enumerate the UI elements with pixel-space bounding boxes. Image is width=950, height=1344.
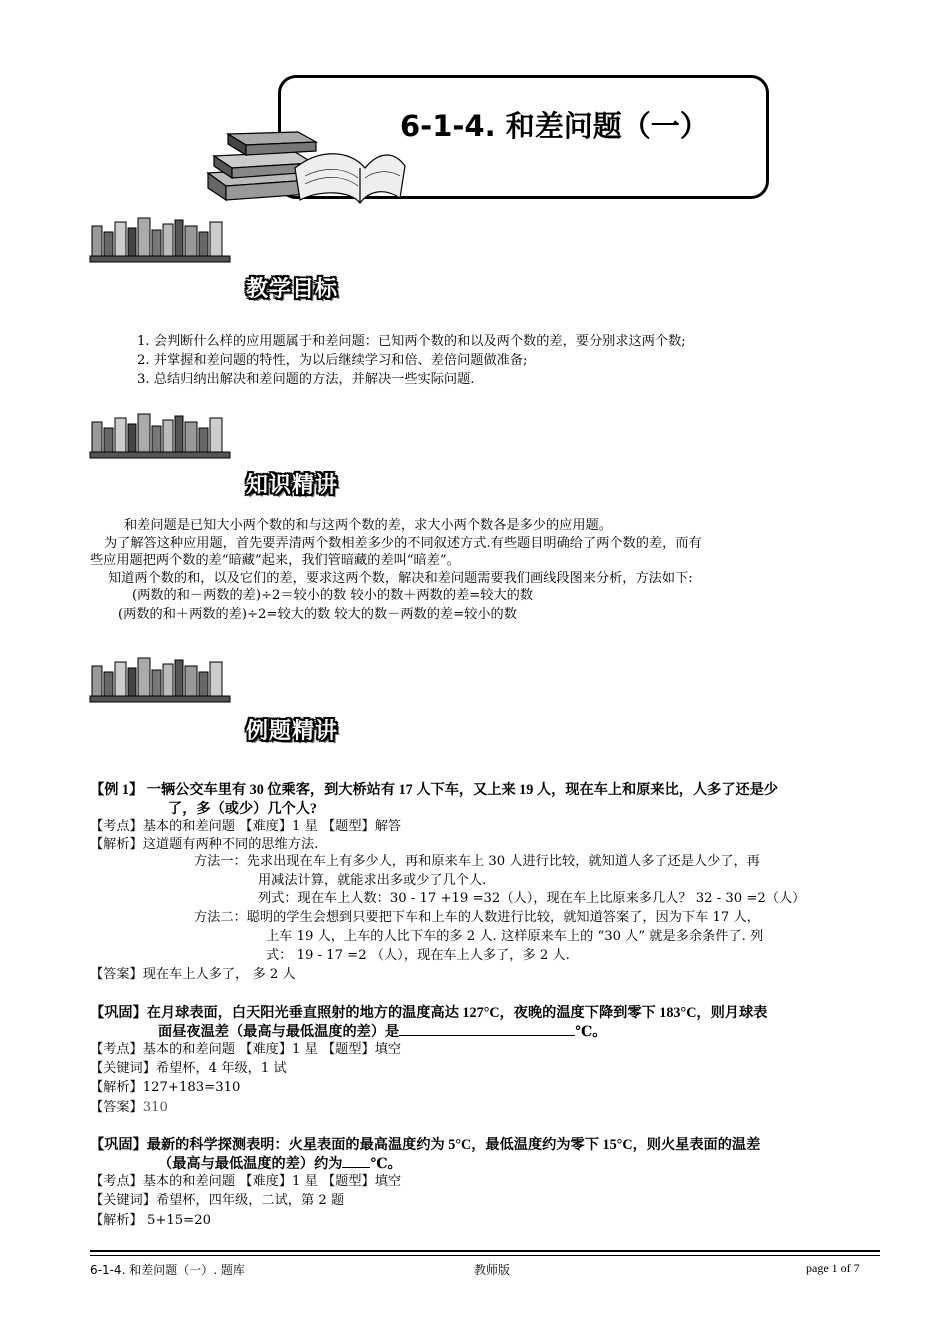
example-1-analysis: 【解析】这道题有两种不同的思维方法. — [90, 837, 319, 852]
unit-celsius: ℃。 — [575, 1024, 607, 1040]
exercise-1-question-line-2 — [158, 1021, 606, 1042]
answer-blank[interactable] — [399, 1021, 575, 1036]
exercise-2-question-line-1: 【巩固】最新的科学探测表明：火星表面的最高温度约为 5°C，最低温度约为零下 15°C，则火星表面的温差 — [90, 1137, 761, 1153]
footer-center: 教师版 — [474, 1263, 511, 1277]
section-title-goals: 教学目标 — [246, 277, 339, 302]
formula-line-2: (两数的和＋两数的差)÷2=较大的数 较大的数－两数的差=较小的数 — [118, 607, 517, 622]
goal-item-2: 2. 并掌握和差问题的特性，为以后继续学习和倍、差倍问题做准备; — [137, 353, 528, 368]
unit-celsius: ℃。 — [370, 1156, 402, 1172]
knowledge-line-4: 知道两个数的和，以及它们的差，要求这两个数，解决和差问题需要我们画线段图来分析，方法如下: — [108, 571, 693, 586]
footer-page-number: page 1 of 7 — [806, 1261, 860, 1275]
footer-left: 6-1-4. 和差问题（一）. 题库 — [90, 1263, 245, 1277]
goal-item-1: 1. 会判断什么样的应用题属于和差问题：已知两个数的和以及两个数的差，要分别求这两个数; — [137, 334, 686, 349]
example-1-method-1-line-1: 方法一：先求出现在车上有多少人，再和原来车上 30 人进行比较，就知道人多了还是人少了，再 — [194, 854, 760, 869]
exercise-2-question-text: （最高与最低温度的差）约为 — [158, 1156, 343, 1172]
footer-rule — [90, 1250, 880, 1252]
example-1-kaodian: 【考点】基本的和差问题 【难度】1 星 【题型】解答 — [90, 819, 402, 834]
formula-line-1: (两数的和－两数的差)÷2＝较小的数 较小的数＋两数的差=较大的数 — [132, 588, 534, 603]
example-1-question-line-2: 了，多（或少）几个人? — [168, 801, 317, 817]
exercise-1-keywords: 【关键词】希望杯，4 年级，1 试 — [90, 1061, 287, 1076]
example-1-method-2-line-2: 上车 19 人，上车的人比下车的多 2 人. 这样原来车上的 “30 人” 就是多余条件了. 列 — [266, 929, 764, 944]
exercise-2-kaodian: 【考点】基本的和差问题 【难度】1 星 【题型】填空 — [90, 1174, 402, 1189]
example-1-answer: 【答案】现在车上人多了， 多 2 人 — [90, 967, 296, 982]
example-1-method-1-line-2: 用减法计算，就能求出多或少了几个人. — [258, 873, 487, 888]
answer-blank[interactable] — [342, 1153, 370, 1168]
knowledge-line-2: 为了解答这种应用题，首先要弄清两个数相差多少的不同叙述方式.有些题目明确给了两个数的差，而有 — [104, 536, 702, 551]
section-title-examples: 例题精讲 — [246, 719, 339, 744]
exercise-1-answer — [90, 1098, 168, 1117]
bookshelf-icon — [88, 212, 238, 264]
books-illustration — [200, 128, 410, 213]
bookshelf-icon — [88, 652, 238, 704]
exercise-2-question-line-2 — [158, 1153, 402, 1174]
example-1-method-2-line-3: 式： 19 - 17 =2 （人），现在车上人多了，多 2 人. — [266, 948, 570, 963]
exercise-2-analysis: 【解析】 5+15=20 — [90, 1213, 211, 1228]
goal-item-3: 3. 总结归纳出解决和差问题的方法，并解决一些实际问题. — [137, 372, 475, 387]
exercise-1-analysis: 【解析】127+183=310 — [90, 1080, 241, 1095]
bookshelf-icon — [88, 408, 238, 460]
example-1-question-line-1: 【例 1】 一辆公交车里有 30 位乘客，到大桥站有 17 人下车，又上来 19 人，现在车上和原来比，人多了还是少 — [90, 782, 779, 798]
example-1-method-1-formula: 列式：现在车上人数：30 - 17 +19 =32（人），现在车上比原来多几人？ 32 - 30 =2（人） — [258, 891, 806, 906]
section-title-knowledge: 知识精讲 — [246, 473, 339, 498]
exercise-1-question-text: 面昼夜温差（最高与最低温度的差）是 — [158, 1024, 400, 1040]
answer-label: 【答案】 — [90, 1100, 143, 1115]
exercise-1-question-line-1: 【巩固】在月球表面，白天阳光垂直照射的地方的温度高达 127°C，夜晚的温度下降到零下 183°C，则月球表 — [90, 1005, 768, 1021]
page-title: 6-1-4. 和差问题（一） — [400, 109, 709, 143]
footer-rule-thin — [90, 1255, 880, 1256]
exercise-2-keywords: 【关键词】希望杯，四年级，二试，第 2 题 — [90, 1193, 345, 1208]
exercise-1-kaodian: 【考点】基本的和差问题 【难度】1 星 【题型】填空 — [90, 1042, 402, 1057]
example-1-method-2-line-1: 方法二：聪明的学生会想到只要把下车和上车的人数进行比较，就知道答案了，因为下车 17 人， — [194, 910, 760, 925]
knowledge-line-1: 和差问题是已知大小两个数的和与这两个数的差，求大小两个数各是多少的应用题。 — [124, 518, 612, 533]
knowledge-line-3: 些应用题把两个数的差“暗藏”起来，我们管暗藏的差叫“暗差”。 — [90, 553, 460, 568]
answer-value: 310 — [142, 1100, 168, 1115]
